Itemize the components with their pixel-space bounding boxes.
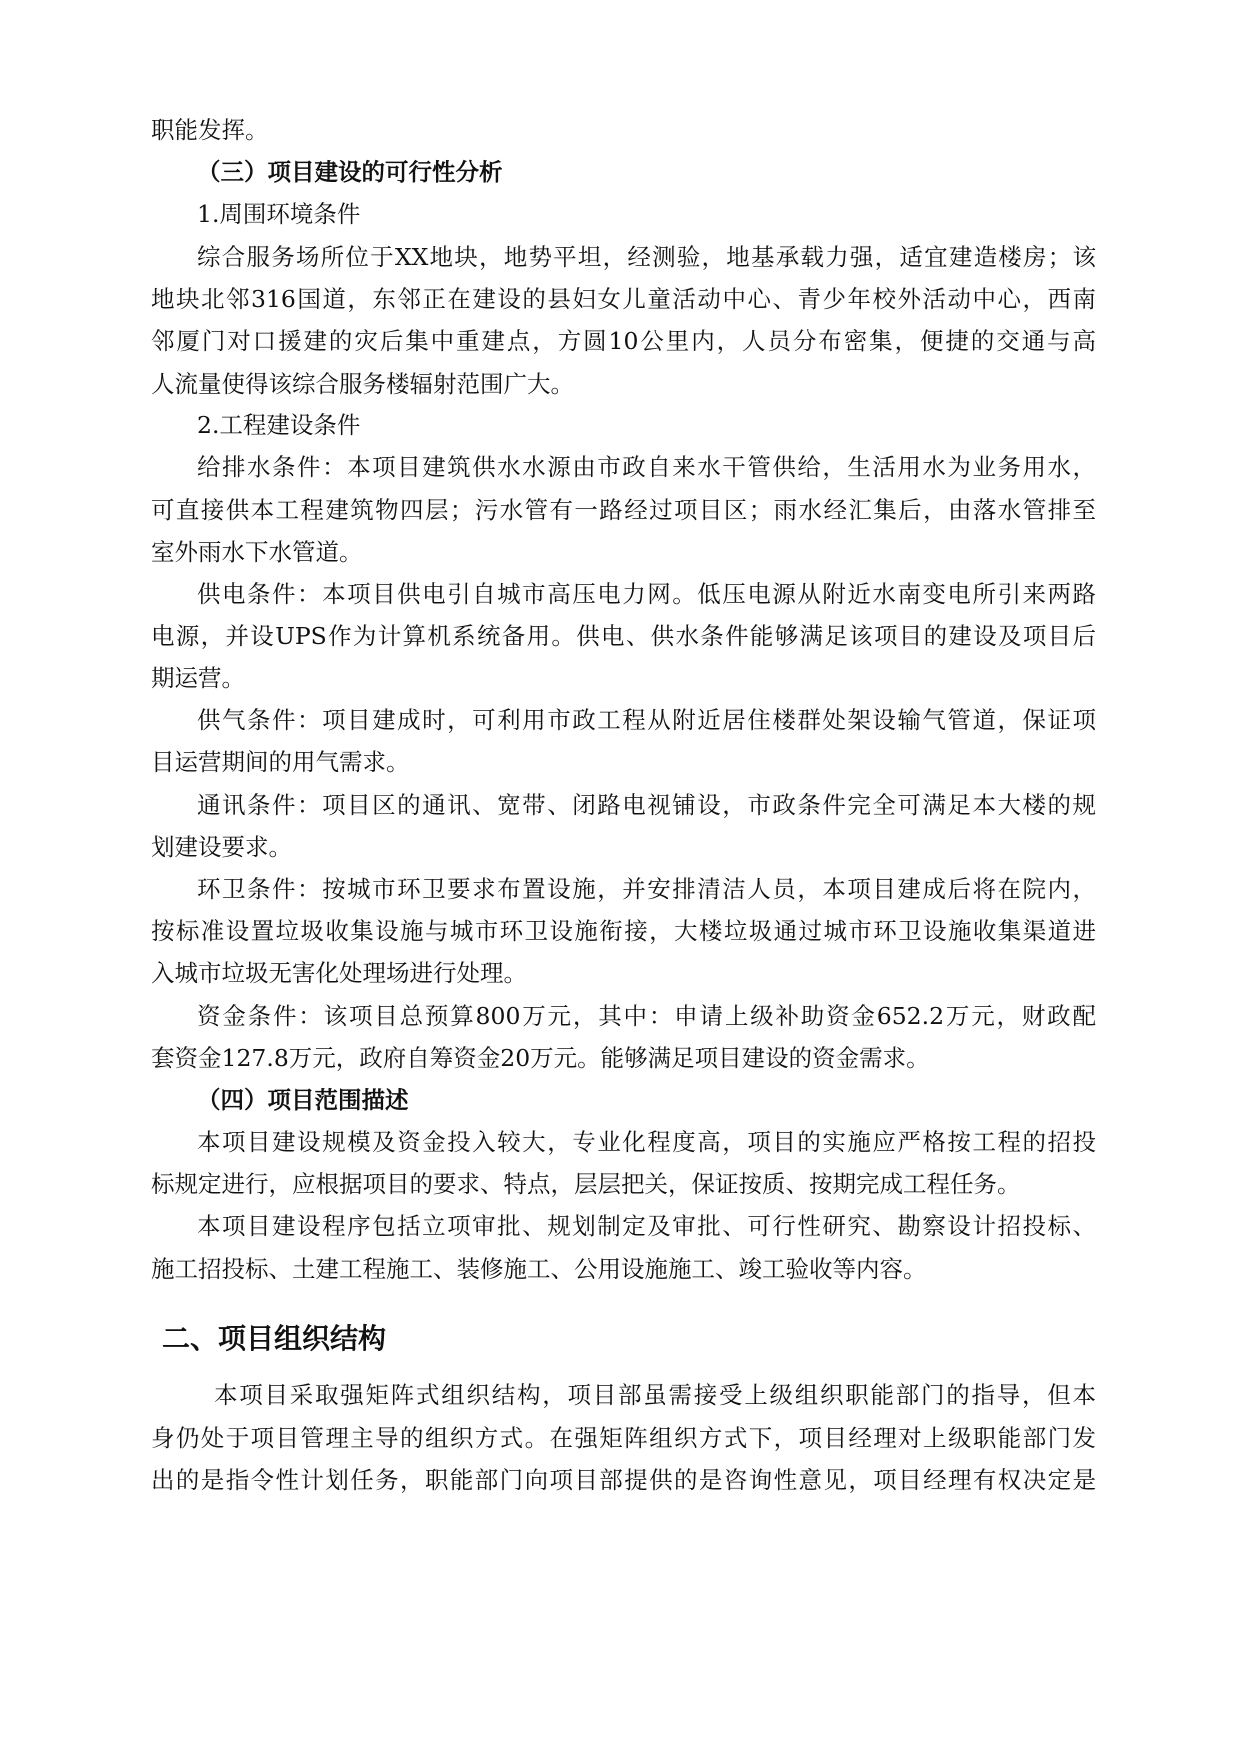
text-line: 本项目建设程序包括立项审批、规划制定及审批、可行性研究、勘察设计招投标、	[197, 1212, 1096, 1240]
text-line: 施工招投标、土建工程施工、装修施工、公用设施施工、竣工验收等内容。	[151, 1255, 927, 1283]
text-line: 通讯条件：项目区的通讯、宽带、闭路电视铺设，市政条件完全可满足本大楼的规	[197, 791, 1096, 819]
text-line: 人流量使得该综合服务楼辐射范围广大。	[151, 370, 574, 398]
text-line: 职能发挥。	[151, 116, 269, 144]
text-line: 给排水条件：本项目建筑供水水源由市政自来水干管供给，生活用水为业务用水，	[197, 453, 1096, 481]
section-heading-scope: （四）项目范围描述	[197, 1086, 409, 1114]
text-line: 电源，并设UPS作为计算机系统备用。供电、供水条件能够满足该项目的建设及项目后	[151, 622, 1096, 650]
text-line: 身仍处于项目管理主导的组织方式。在强矩阵组织方式下，项目经理对上级职能部门发	[151, 1424, 1096, 1452]
text-line: 邻厦门对口援建的灾后集中重建点，方圆10公里内，人员分布密集，便捷的交通与高	[151, 327, 1096, 355]
text-line: 划建设要求。	[151, 833, 292, 861]
text-line: 出的是指令性计划任务，职能部门向项目部提供的是咨询性意见，项目经理有权决定是	[151, 1466, 1096, 1494]
section-heading-feasibility: （三）项目建设的可行性分析	[197, 158, 503, 186]
text-line: 本项目建设规模及资金投入较大，专业化程度高，项目的实施应严格按工程的招投	[197, 1128, 1096, 1156]
chapter-heading-org-structure: 二、项目组织结构	[162, 1322, 387, 1355]
text-line: 资金条件：该项目总预算800万元，其中：申请上级补助资金652.2万元，财政配	[197, 1002, 1096, 1030]
text-line: 套资金127.8万元，政府自筹资金20万元。能够满足项目建设的资金需求。	[151, 1044, 930, 1072]
text-line: 期运营。	[151, 664, 245, 692]
text-line: 标规定进行，应根据项目的要求、特点，层层把关，保证按质、按期完成工程任务。	[151, 1170, 1021, 1198]
text-line: 供气条件：项目建成时，可利用市政工程从附近居住楼群处架设输气管道，保证项	[197, 706, 1096, 734]
text-line: 环卫条件：按城市环卫要求布置设施，并安排清洁人员，本项目建成后将在院内，	[197, 875, 1096, 903]
subsection-heading: 1.周围环境条件	[197, 200, 361, 228]
text-line: 供电条件：本项目供电引自城市高压电力网。低压电源从附近水南变电所引来两路	[197, 580, 1096, 608]
text-line: 可直接供本工程建筑物四层；污水管有一路经过项目区；雨水经汇集后，由落水管排至	[151, 496, 1096, 524]
text-line: 按标准设置垃圾收集设施与城市环卫设施衔接，大楼垃圾通过城市环卫设施收集渠道进	[151, 917, 1096, 945]
text-line: 地块北邻316国道，东邻正在建设的县妇女儿童活动中心、青少年校外活动中心，西南	[151, 285, 1096, 313]
text-line: 目运营期间的用气需求。	[151, 748, 410, 776]
text-line: 综合服务场所位于XX地块，地势平坦，经测验，地基承载力强，适宜建造楼房；该	[197, 243, 1096, 271]
subsection-heading: 2.工程建设条件	[197, 411, 361, 439]
text-line: 入城市垃圾无害化处理场进行处理。	[151, 959, 527, 987]
text-line: 本项目采取强矩阵式组织结构，项目部虽需接受上级组织职能部门的指导，但本	[214, 1381, 1096, 1409]
text-line: 室外雨水下水管道。	[151, 538, 363, 566]
